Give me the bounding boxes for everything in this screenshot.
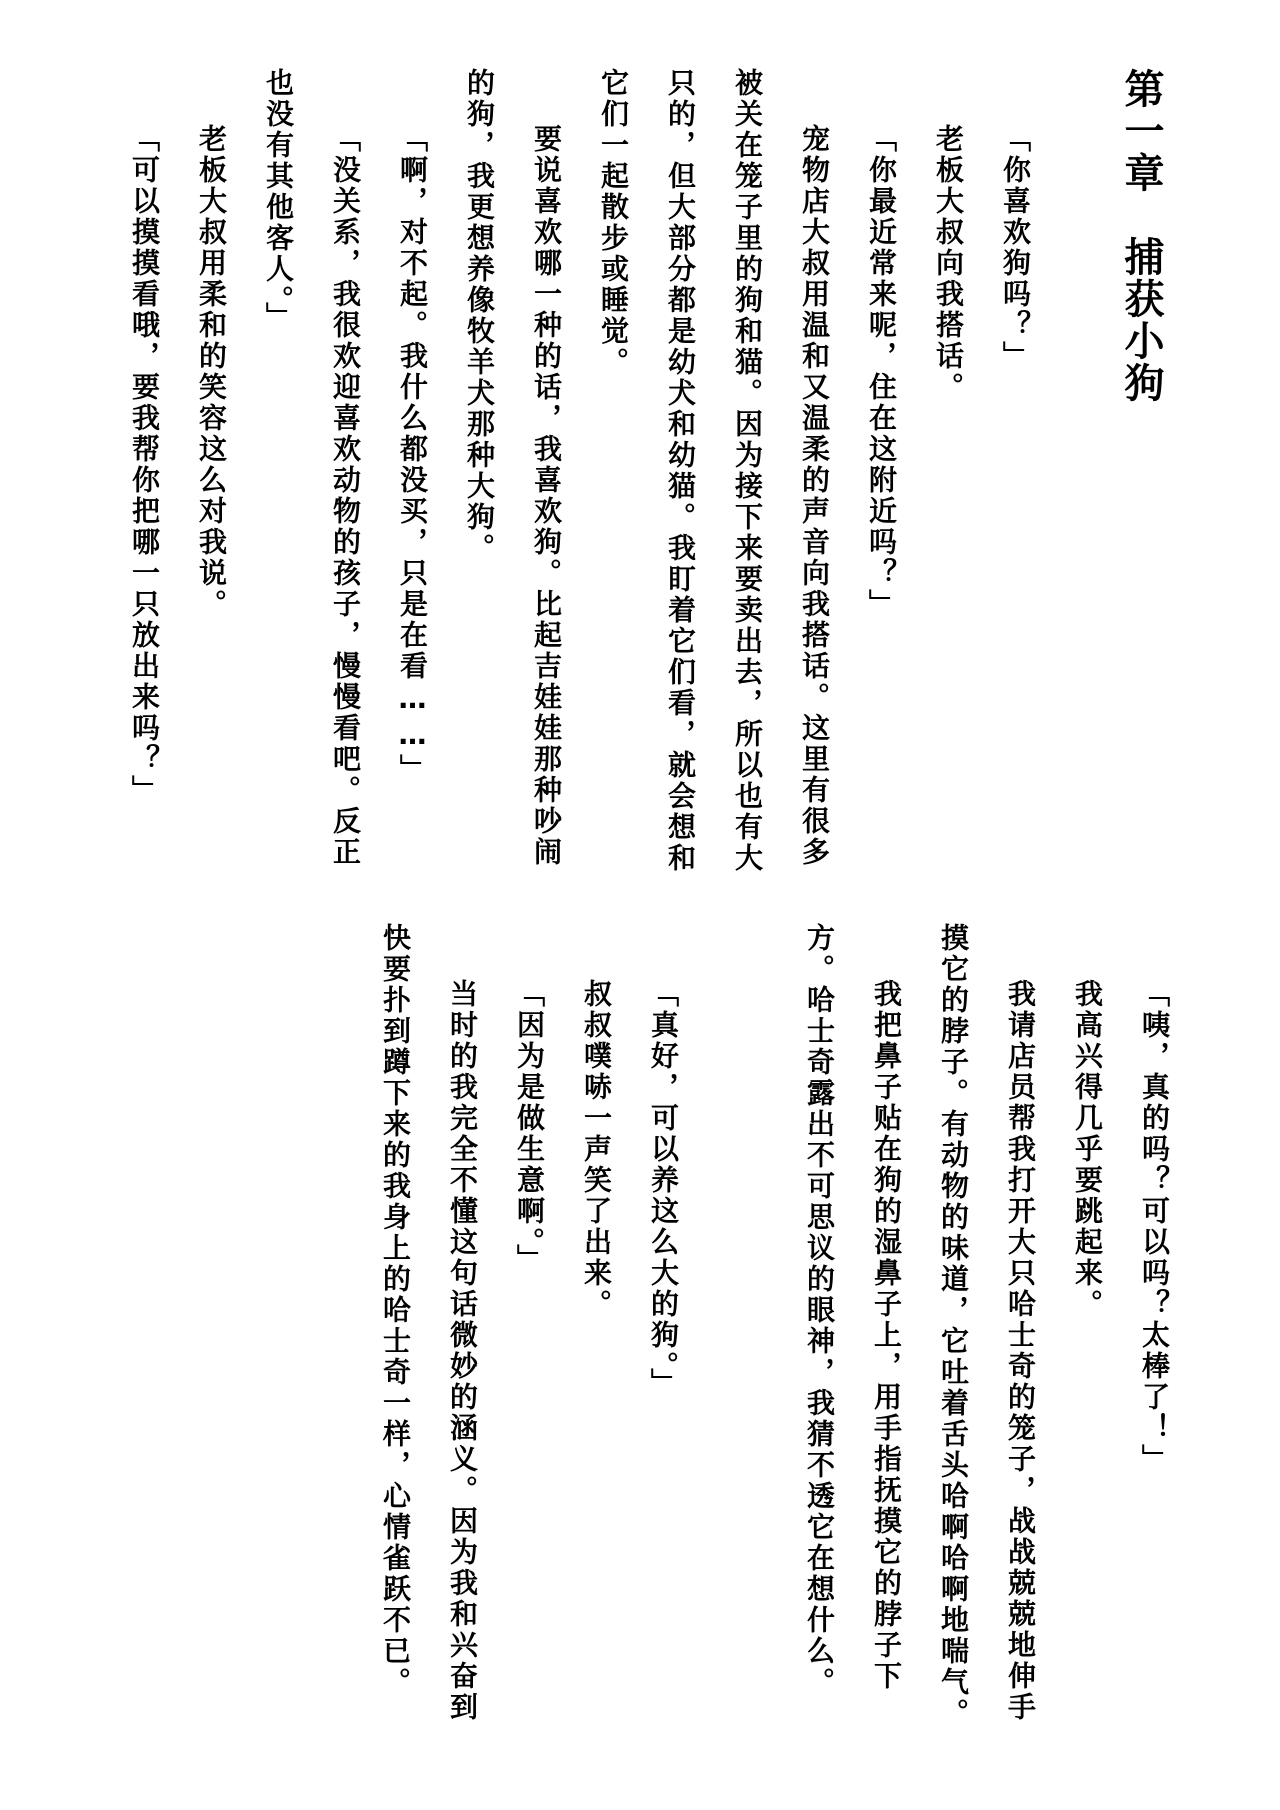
paragraph: 我把鼻子贴在狗的湿鼻子上，用手指抚摸它的脖子下方。哈士奇露出不可思议的眼神，我猜不透它在想什么。 [803,923,903,1698]
paragraph: 叔叔噗哧一声笑了出来。 [580,979,613,1320]
paragraph: 「咦，真的吗？可以吗？太棒了！」 [1138,979,1171,1475]
paragraph: 「啊，对不起。我什么都没买，只是在看……」 [396,124,429,785]
band-bottom [362,923,1188,1735]
paragraph: 「因为是做生意啊。」 [513,979,546,1275]
paragraph: 「没关系，我很欢迎喜欢动物的孩子，慢慢看吧。反正也没有其他客人。」 [262,68,362,868]
paragraph: 我高兴得几乎要跳起来。 [1071,979,1104,1320]
paragraph: 老板大叔用柔和的笑容这么对我说。 [195,124,228,620]
paragraph: 要说喜欢哪一种的话，我喜欢狗。比起吉娃娃那种吵闹的狗，我更想养像牧羊犬那种大狗。 [463,68,563,868]
paragraph: 老板大叔向我搭话。 [932,124,965,403]
paragraph: 宠物店大叔用温和又温柔的声音向我搭话。这里有很多被关在笼子里的狗和猫。因为接下来要卖出去，所以也有大只的，但大部分都是幼犬和幼猫。我盯着它们看，就会想和它们一起散步或睡觉。 [597,68,831,874]
chapter-title: 第一章 捕获小狗 [1118,68,1164,404]
band-top [111,68,1188,880]
paragraph: 「你喜欢狗吗？」 [999,124,1032,372]
paragraph: 当时的我完全不懂这句话微妙的涵义。因为我和兴奋到快要扑到蹲下来的我身上的哈士奇一样，心情雀跃不已。 [379,923,479,1723]
paragraph: 「真好，可以养这么大的狗。」 [647,979,680,1399]
paragraph: 「可以摸摸看哦，要我帮你把哪一只放出来吗？」 [128,124,161,806]
paragraph: 「你最近常来呢，住在这附近吗？」 [865,124,898,620]
blank-line [697,923,786,1735]
paragraph: 我请店员帮我打开大只哈士奇的笼子，战战兢兢地伸手摸它的脖子。有动物的味道，它吐着舌头哈啊哈啊地喘气。 [937,923,1037,1729]
